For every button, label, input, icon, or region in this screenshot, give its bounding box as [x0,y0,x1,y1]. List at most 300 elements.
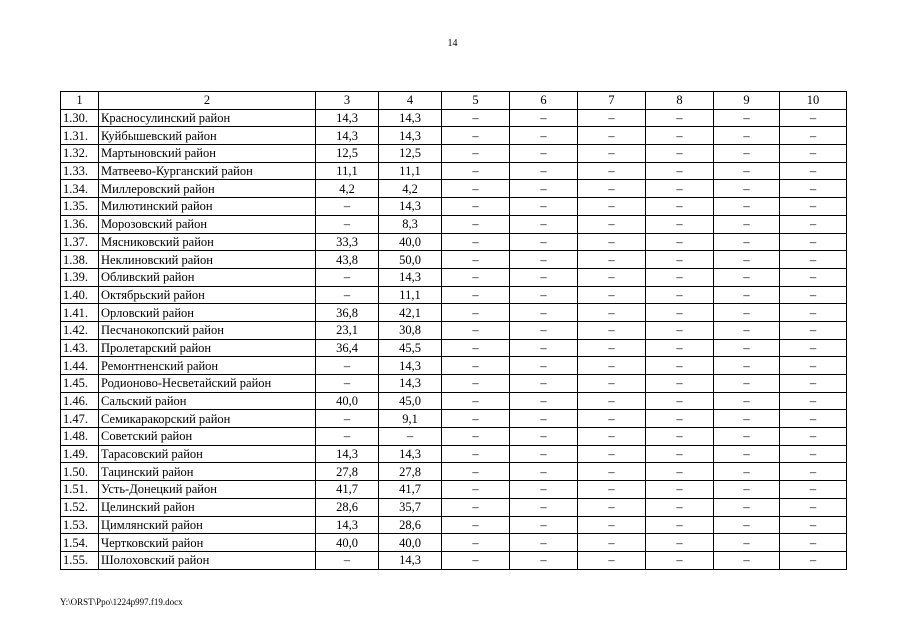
value-cell-col-7: – [578,162,646,180]
column-header-1: 1 [61,92,99,110]
value-cell-col-10: – [780,198,847,216]
value-cell-col-9: – [714,534,780,552]
row-number-cell: 1.30. [61,109,99,127]
row-number-cell: 1.51. [61,481,99,499]
table-row [61,304,847,322]
value-cell-col-7: – [578,109,646,127]
file-path-footer: Y:\ORST\Ppo\1224p997.f19.docx [60,597,183,607]
value-cell-col-4: 45,0 [379,392,442,410]
value-cell-col-4: 41,7 [379,481,442,499]
value-cell-col-6: – [510,357,578,375]
table-row [61,481,847,499]
row-number-cell: 1.44. [61,357,99,375]
value-cell-col-4: 45,5 [379,339,442,357]
table-body [61,109,847,569]
table-row [61,180,847,198]
row-number-cell: 1.41. [61,304,99,322]
value-cell-col-9: – [714,233,780,251]
table-row [61,321,847,339]
value-cell-col-6: – [510,498,578,516]
district-name-cell: Орловский район [99,304,316,322]
row-number-cell: 1.37. [61,233,99,251]
value-cell-col-6: – [510,233,578,251]
value-cell-col-3: 36,8 [316,304,379,322]
value-cell-col-5: – [442,498,510,516]
value-cell-col-5: – [442,109,510,127]
value-cell-col-5: – [442,127,510,145]
row-number-cell: 1.50. [61,463,99,481]
column-header-6: 6 [510,92,578,110]
table-row [61,286,847,304]
value-cell-col-7: – [578,428,646,446]
value-cell-col-8: – [646,339,714,357]
row-number-cell: 1.31. [61,127,99,145]
value-cell-col-4: 11,1 [379,162,442,180]
value-cell-col-3: 43,8 [316,251,379,269]
value-cell-col-10: – [780,534,847,552]
value-cell-col-8: – [646,162,714,180]
value-cell-col-10: – [780,481,847,499]
row-number-cell: 1.35. [61,198,99,216]
value-cell-col-3: 12,5 [316,145,379,163]
value-cell-col-3: 4,2 [316,180,379,198]
district-name-cell: Родионово-Несветайский район [99,375,316,393]
value-cell-col-10: – [780,162,847,180]
value-cell-col-6: – [510,251,578,269]
value-cell-col-3: 14,3 [316,109,379,127]
value-cell-col-6: – [510,516,578,534]
value-cell-col-4: 40,0 [379,534,442,552]
value-cell-col-5: – [442,286,510,304]
table-row [61,551,847,569]
value-cell-col-9: – [714,481,780,499]
district-name-cell: Ремонтненский район [99,357,316,375]
value-cell-col-3: 40,0 [316,392,379,410]
value-cell-col-10: – [780,180,847,198]
column-header-5: 5 [442,92,510,110]
row-number-cell: 1.39. [61,268,99,286]
value-cell-col-10: – [780,286,847,304]
row-number-cell: 1.34. [61,180,99,198]
value-cell-col-6: – [510,463,578,481]
value-cell-col-5: – [442,162,510,180]
value-cell-col-7: – [578,551,646,569]
value-cell-col-10: – [780,321,847,339]
value-cell-col-7: – [578,463,646,481]
value-cell-col-8: – [646,551,714,569]
table-row [61,392,847,410]
row-number-cell: 1.33. [61,162,99,180]
value-cell-col-8: – [646,375,714,393]
value-cell-col-10: – [780,357,847,375]
table-row [61,516,847,534]
row-number-cell: 1.47. [61,410,99,428]
value-cell-col-5: – [442,198,510,216]
table-row [61,127,847,145]
value-cell-col-6: – [510,392,578,410]
value-cell-col-10: – [780,215,847,233]
column-header-4: 4 [379,92,442,110]
value-cell-col-5: – [442,268,510,286]
value-cell-col-5: – [442,463,510,481]
district-name-cell: Октябрьский район [99,286,316,304]
row-number-cell: 1.42. [61,321,99,339]
value-cell-col-4: 14,3 [379,551,442,569]
value-cell-col-4: 14,3 [379,109,442,127]
value-cell-col-10: – [780,109,847,127]
value-cell-col-5: – [442,534,510,552]
value-cell-col-7: – [578,498,646,516]
value-cell-col-7: – [578,198,646,216]
value-cell-col-6: – [510,410,578,428]
value-cell-col-10: – [780,498,847,516]
value-cell-col-6: – [510,339,578,357]
value-cell-col-10: – [780,551,847,569]
row-number-cell: 1.52. [61,498,99,516]
value-cell-col-4: 14,3 [379,268,442,286]
value-cell-col-9: – [714,321,780,339]
district-name-cell: Обливский район [99,268,316,286]
value-cell-col-4: 14,3 [379,127,442,145]
value-cell-col-6: – [510,304,578,322]
value-cell-col-3: – [316,375,379,393]
column-header-7: 7 [578,92,646,110]
district-name-cell: Мартыновский район [99,145,316,163]
value-cell-col-7: – [578,445,646,463]
value-cell-col-7: – [578,145,646,163]
district-name-cell: Советский район [99,428,316,446]
value-cell-col-5: – [442,304,510,322]
row-number-cell: 1.43. [61,339,99,357]
table-row [61,233,847,251]
value-cell-col-9: – [714,516,780,534]
table-row [61,498,847,516]
value-cell-col-3: 33,3 [316,233,379,251]
row-number-cell: 1.46. [61,392,99,410]
value-cell-col-9: – [714,162,780,180]
value-cell-col-6: – [510,534,578,552]
value-cell-col-3: 41,7 [316,481,379,499]
district-name-cell: Шолоховский район [99,551,316,569]
value-cell-col-8: – [646,463,714,481]
value-cell-col-5: – [442,375,510,393]
value-cell-col-7: – [578,233,646,251]
row-number-cell: 1.38. [61,251,99,269]
value-cell-col-7: – [578,410,646,428]
value-cell-col-10: – [780,428,847,446]
value-cell-col-4: 27,8 [379,463,442,481]
district-name-cell: Красносулинский район [99,109,316,127]
value-cell-col-3: – [316,268,379,286]
value-cell-col-4: 14,3 [379,445,442,463]
value-cell-col-8: – [646,180,714,198]
value-cell-col-9: – [714,551,780,569]
value-cell-col-7: – [578,321,646,339]
district-name-cell: Куйбышевский район [99,127,316,145]
district-name-cell: Матвеево-Курганский район [99,162,316,180]
value-cell-col-6: – [510,375,578,393]
value-cell-col-4: 14,3 [379,357,442,375]
value-cell-col-5: – [442,215,510,233]
value-cell-col-8: – [646,127,714,145]
value-cell-col-5: – [442,481,510,499]
district-name-cell: Милютинский район [99,198,316,216]
value-cell-col-6: – [510,162,578,180]
value-cell-col-9: – [714,286,780,304]
value-cell-col-9: – [714,375,780,393]
value-cell-col-10: – [780,145,847,163]
row-number-cell: 1.48. [61,428,99,446]
table-row [61,357,847,375]
value-cell-col-6: – [510,198,578,216]
value-cell-col-10: – [780,304,847,322]
row-number-cell: 1.45. [61,375,99,393]
value-cell-col-8: – [646,268,714,286]
value-cell-col-9: – [714,180,780,198]
table-row [61,410,847,428]
value-cell-col-9: – [714,268,780,286]
column-header-9: 9 [714,92,780,110]
value-cell-col-6: – [510,286,578,304]
value-cell-col-8: – [646,410,714,428]
value-cell-col-3: – [316,215,379,233]
table-row [61,145,847,163]
value-cell-col-5: – [442,428,510,446]
table-row [61,445,847,463]
value-cell-col-10: – [780,251,847,269]
value-cell-col-3: – [316,428,379,446]
value-cell-col-10: – [780,127,847,145]
value-cell-col-3: – [316,198,379,216]
table-row [61,198,847,216]
table-row [61,251,847,269]
value-cell-col-5: – [442,445,510,463]
table-row [61,268,847,286]
column-header-8: 8 [646,92,714,110]
value-cell-col-6: – [510,551,578,569]
row-number-cell: 1.36. [61,215,99,233]
table-row [61,534,847,552]
value-cell-col-3: 28,6 [316,498,379,516]
row-number-cell: 1.40. [61,286,99,304]
value-cell-col-5: – [442,321,510,339]
value-cell-col-9: – [714,445,780,463]
value-cell-col-8: – [646,498,714,516]
value-cell-col-5: – [442,180,510,198]
value-cell-col-9: – [714,251,780,269]
value-cell-col-4: 28,6 [379,516,442,534]
value-cell-col-6: – [510,215,578,233]
value-cell-col-8: – [646,251,714,269]
value-cell-col-4: 14,3 [379,198,442,216]
column-header-10: 10 [780,92,847,110]
value-cell-col-6: – [510,180,578,198]
data-table [60,91,847,570]
value-cell-col-5: – [442,233,510,251]
value-cell-col-4: 30,8 [379,321,442,339]
value-cell-col-7: – [578,304,646,322]
value-cell-col-9: – [714,198,780,216]
value-cell-col-4: 42,1 [379,304,442,322]
value-cell-col-9: – [714,215,780,233]
district-name-cell: Сальский район [99,392,316,410]
value-cell-col-7: – [578,516,646,534]
value-cell-col-3: 14,3 [316,127,379,145]
value-cell-col-10: – [780,339,847,357]
value-cell-col-6: – [510,481,578,499]
value-cell-col-9: – [714,410,780,428]
district-name-cell: Цимлянский район [99,516,316,534]
table-row [61,109,847,127]
table-header-row [61,92,847,110]
value-cell-col-10: – [780,392,847,410]
value-cell-col-4: 11,1 [379,286,442,304]
value-cell-col-8: – [646,198,714,216]
value-cell-col-10: – [780,233,847,251]
value-cell-col-4: 8,3 [379,215,442,233]
value-cell-col-5: – [442,251,510,269]
value-cell-col-3: 14,3 [316,445,379,463]
district-name-cell: Мясниковский район [99,233,316,251]
table-row [61,162,847,180]
value-cell-col-10: – [780,410,847,428]
district-name-cell: Тарасовский район [99,445,316,463]
value-cell-col-4: 40,0 [379,233,442,251]
value-cell-col-5: – [442,551,510,569]
district-name-cell: Усть-Донецкий район [99,481,316,499]
value-cell-col-8: – [646,215,714,233]
value-cell-col-6: – [510,109,578,127]
value-cell-col-7: – [578,215,646,233]
value-cell-col-6: – [510,445,578,463]
value-cell-col-8: – [646,357,714,375]
value-cell-col-5: – [442,516,510,534]
value-cell-col-5: – [442,392,510,410]
value-cell-col-9: – [714,304,780,322]
value-cell-col-6: – [510,268,578,286]
value-cell-col-9: – [714,145,780,163]
table-row [61,428,847,446]
value-cell-col-3: 27,8 [316,463,379,481]
value-cell-col-9: – [714,357,780,375]
value-cell-col-8: – [646,321,714,339]
district-name-cell: Миллеровский район [99,180,316,198]
table-row [61,339,847,357]
value-cell-col-4: 9,1 [379,410,442,428]
value-cell-col-5: – [442,339,510,357]
row-number-cell: 1.55. [61,551,99,569]
value-cell-col-7: – [578,127,646,145]
table-row [61,463,847,481]
page-number: 14 [447,38,458,49]
value-cell-col-8: – [646,516,714,534]
value-cell-col-5: – [442,357,510,375]
value-cell-col-9: – [714,339,780,357]
value-cell-col-3: – [316,551,379,569]
value-cell-col-8: – [646,445,714,463]
value-cell-col-8: – [646,304,714,322]
value-cell-col-4: 14,3 [379,375,442,393]
value-cell-col-8: – [646,534,714,552]
value-cell-col-9: – [714,392,780,410]
district-name-cell: Песчанокопский район [99,321,316,339]
value-cell-col-7: – [578,251,646,269]
value-cell-col-9: – [714,428,780,446]
value-cell-col-4: 4,2 [379,180,442,198]
value-cell-col-7: – [578,357,646,375]
row-number-cell: 1.54. [61,534,99,552]
district-name-cell: Целинский район [99,498,316,516]
value-cell-col-10: – [780,445,847,463]
value-cell-col-8: – [646,428,714,446]
value-cell-col-6: – [510,428,578,446]
value-cell-col-3: 11,1 [316,162,379,180]
value-cell-col-8: – [646,145,714,163]
row-number-cell: 1.49. [61,445,99,463]
value-cell-col-8: – [646,109,714,127]
value-cell-col-9: – [714,109,780,127]
row-number-cell: 1.53. [61,516,99,534]
column-header-2: 2 [99,92,316,110]
district-name-cell: Тацинский район [99,463,316,481]
value-cell-col-5: – [442,410,510,428]
value-cell-col-7: – [578,481,646,499]
value-cell-col-7: – [578,375,646,393]
value-cell-col-7: – [578,392,646,410]
value-cell-col-7: – [578,268,646,286]
value-cell-col-10: – [780,463,847,481]
value-cell-col-3: 36,4 [316,339,379,357]
value-cell-col-3: 23,1 [316,321,379,339]
column-header-3: 3 [316,92,379,110]
value-cell-col-6: – [510,127,578,145]
value-cell-col-5: – [442,145,510,163]
district-name-cell: Семикаракорский район [99,410,316,428]
value-cell-col-10: – [780,516,847,534]
value-cell-col-9: – [714,463,780,481]
value-cell-col-4: 50,0 [379,251,442,269]
district-name-cell: Неклиновский район [99,251,316,269]
value-cell-col-10: – [780,375,847,393]
value-cell-col-6: – [510,145,578,163]
value-cell-col-4: 35,7 [379,498,442,516]
value-cell-col-4: – [379,428,442,446]
value-cell-col-3: 40,0 [316,534,379,552]
value-cell-col-7: – [578,286,646,304]
value-cell-col-3: – [316,410,379,428]
value-cell-col-3: – [316,357,379,375]
value-cell-col-9: – [714,127,780,145]
table-row [61,215,847,233]
value-cell-col-8: – [646,233,714,251]
value-cell-col-6: – [510,321,578,339]
value-cell-col-3: – [316,286,379,304]
row-number-cell: 1.32. [61,145,99,163]
value-cell-col-8: – [646,286,714,304]
value-cell-col-7: – [578,180,646,198]
district-name-cell: Пролетарский район [99,339,316,357]
table-row [61,375,847,393]
value-cell-col-7: – [578,534,646,552]
value-cell-col-8: – [646,392,714,410]
value-cell-col-9: – [714,498,780,516]
value-cell-col-3: 14,3 [316,516,379,534]
district-name-cell: Чертковский район [99,534,316,552]
district-name-cell: Морозовский район [99,215,316,233]
value-cell-col-4: 12,5 [379,145,442,163]
value-cell-col-8: – [646,481,714,499]
value-cell-col-10: – [780,268,847,286]
